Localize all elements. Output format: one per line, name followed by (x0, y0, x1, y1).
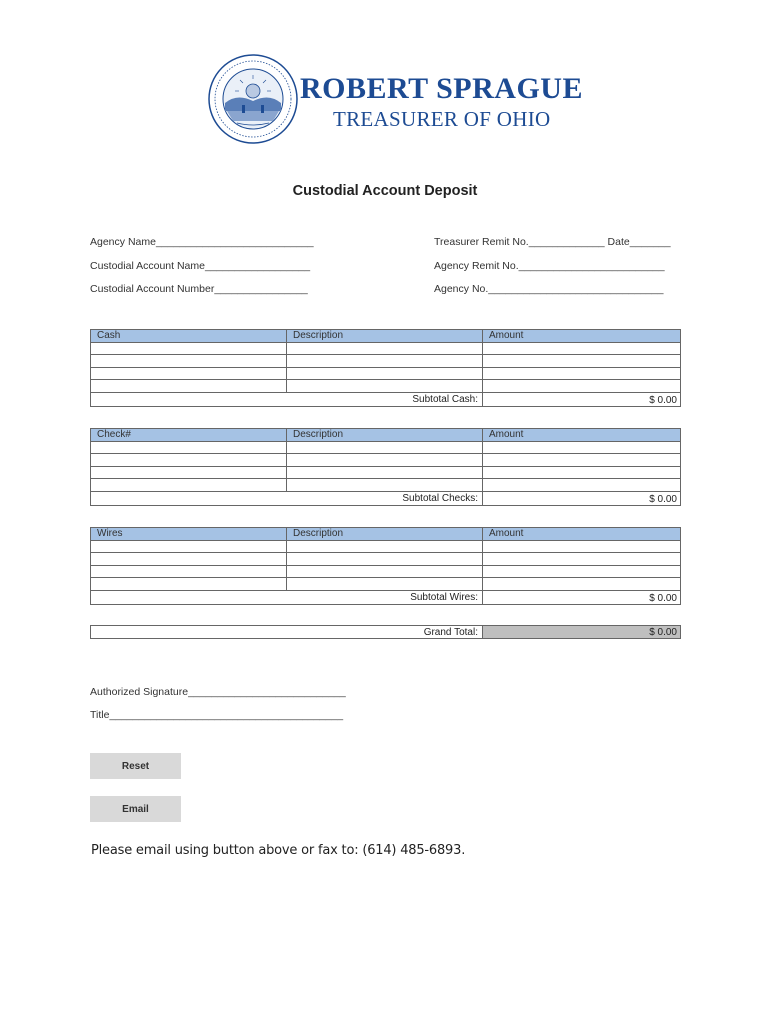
grand-total-value: $ 0.00 (483, 626, 681, 639)
table-cell[interactable] (287, 355, 483, 368)
table-header-row (91, 528, 681, 541)
table-cell[interactable] (483, 540, 681, 553)
table-cell[interactable] (287, 380, 483, 393)
table-cell[interactable] (483, 355, 681, 368)
column-header: Check# (91, 429, 287, 442)
cash-table (90, 329, 681, 407)
table-cell[interactable] (483, 479, 681, 492)
table-cell[interactable] (483, 466, 681, 479)
column-header: Amount (483, 330, 681, 343)
table-cell[interactable] (483, 578, 681, 591)
custodial-account-number-field[interactable]: Custodial Account Number________________ (90, 283, 308, 295)
table-row[interactable] (91, 479, 681, 492)
table-cell[interactable] (91, 441, 287, 454)
brand-name: ROBERT SPRAGUE (300, 72, 583, 105)
table-cell[interactable] (483, 553, 681, 566)
table-cell[interactable] (91, 565, 287, 578)
table-row[interactable] (91, 553, 681, 566)
grand-total-label: Grand Total: (91, 626, 483, 639)
table-cell[interactable] (287, 479, 483, 492)
subtotal-cash-label: Subtotal Cash: (91, 392, 483, 406)
subtotal-checks-label: Subtotal Checks: (91, 491, 483, 505)
table-cell[interactable] (287, 367, 483, 380)
table-cell[interactable] (91, 540, 287, 553)
table-row[interactable] (91, 466, 681, 479)
table-cell[interactable] (287, 441, 483, 454)
agency-no-field[interactable]: Agency No.______________________________ (434, 283, 664, 295)
table-header-row (91, 330, 681, 343)
subtotal-checks-value: $ 0.00 (483, 491, 681, 505)
authorized-signature-field[interactable]: Authorized Signature___________________________ (90, 686, 346, 698)
table-row[interactable] (91, 355, 681, 368)
treasurer-seal-logo (207, 53, 299, 145)
subtotal-wires-label: Subtotal Wires: (91, 590, 483, 604)
brand-subtitle: TREASURER OF OHIO (333, 107, 551, 131)
email-button[interactable]: Email (90, 796, 181, 822)
table-cell[interactable] (91, 367, 287, 380)
subtotal-wires-value: $ 0.00 (483, 590, 681, 604)
table-row[interactable] (91, 342, 681, 355)
table-row[interactable] (91, 380, 681, 393)
table-row[interactable] (91, 367, 681, 380)
reset-button[interactable]: Reset (90, 753, 181, 779)
table-cell[interactable] (91, 578, 287, 591)
table-cell[interactable] (91, 355, 287, 368)
column-header: Amount (483, 528, 681, 541)
agency-name-field[interactable]: Agency Name___________________________ (90, 236, 314, 248)
form-title: Custodial Account Deposit (292, 183, 478, 199)
table-cell[interactable] (287, 578, 483, 591)
signature-title-field[interactable]: Title________________________________________ (90, 709, 344, 721)
table-cell[interactable] (483, 441, 681, 454)
fax-instructions: Please email using button above or fax to: (614) 485-6893. (91, 843, 466, 858)
subtotal-cash-value: $ 0.00 (483, 392, 681, 406)
custodial-account-name-field[interactable]: Custodial Account Name__________________ (90, 260, 311, 272)
column-header: Wires (91, 528, 287, 541)
subtotal-row (91, 392, 681, 406)
table-cell[interactable] (483, 342, 681, 355)
column-header: Amount (483, 429, 681, 442)
grand-total-row (91, 626, 681, 639)
column-header: Description (287, 429, 483, 442)
table-cell[interactable] (483, 565, 681, 578)
table-cell[interactable] (287, 553, 483, 566)
table-cell[interactable] (287, 342, 483, 355)
treasurer-remit-date-field[interactable]: Treasurer Remit No._____________ Date_______ (434, 236, 671, 248)
column-header: Cash (91, 330, 287, 343)
table-cell[interactable] (287, 454, 483, 467)
table-cell[interactable] (91, 466, 287, 479)
agency-remit-no-field[interactable]: Agency Remit No._________________________ (434, 260, 665, 272)
table-header-row (91, 429, 681, 442)
wires-table (90, 527, 681, 605)
column-header: Description (287, 528, 483, 541)
table-cell[interactable] (483, 380, 681, 393)
subtotal-row (91, 590, 681, 604)
table-cell[interactable] (91, 380, 287, 393)
table-cell[interactable] (483, 367, 681, 380)
table-cell[interactable] (91, 479, 287, 492)
grand-total-table (90, 625, 681, 639)
table-cell[interactable] (287, 565, 483, 578)
table-cell[interactable] (91, 342, 287, 355)
table-cell[interactable] (483, 454, 681, 467)
table-cell[interactable] (287, 466, 483, 479)
table-cell[interactable] (91, 454, 287, 467)
table-cell[interactable] (91, 553, 287, 566)
column-header: Description (287, 330, 483, 343)
table-row[interactable] (91, 578, 681, 591)
subtotal-row (91, 491, 681, 505)
table-row[interactable] (91, 454, 681, 467)
checks-table (90, 428, 681, 506)
table-row[interactable] (91, 540, 681, 553)
table-cell[interactable] (287, 540, 483, 553)
table-row[interactable] (91, 565, 681, 578)
table-row[interactable] (91, 441, 681, 454)
